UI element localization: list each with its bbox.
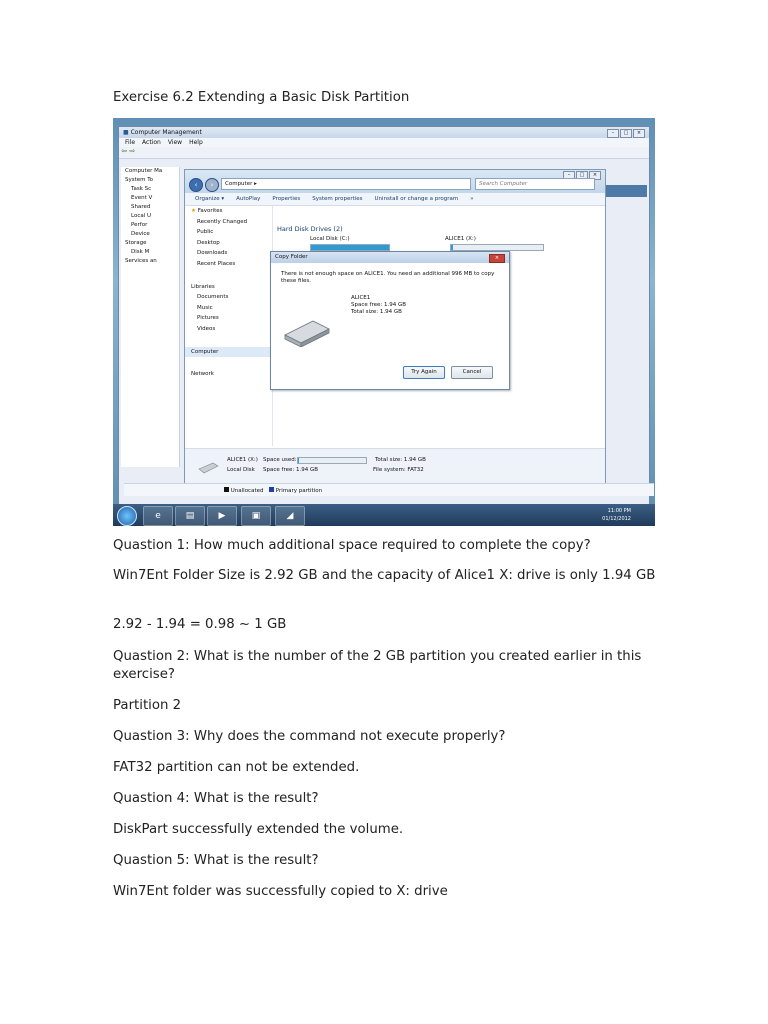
nav-computer[interactable]: Computer	[185, 347, 272, 358]
tree-item[interactable]: Computer Ma	[125, 168, 163, 174]
details-space-used-label: Space used:	[263, 457, 297, 463]
drive-icon	[197, 461, 219, 475]
cm-menu-bar	[119, 138, 649, 147]
hard-drive-icon	[283, 315, 331, 347]
menu-action[interactable]: Action	[142, 139, 161, 146]
nav-buttons	[189, 178, 219, 192]
dialog-title-bar	[271, 252, 509, 263]
tree-item[interactable]: Disk M	[131, 249, 150, 255]
autoplay-button[interactable]: AutoPlay	[236, 196, 261, 202]
dialog-title: Copy Folder	[275, 254, 308, 260]
dialog-body	[271, 263, 509, 389]
menu-file[interactable]: File	[125, 139, 136, 146]
details-type: Local Disk	[227, 467, 255, 473]
minimize-button[interactable]: –	[607, 129, 619, 138]
answer-1-calc: 2.92 - 1.94 = 0.98 ~ 1 GB	[113, 617, 287, 632]
drive-taskbar-button[interactable]: ◢	[275, 506, 305, 526]
system-properties-button[interactable]: System properties	[312, 196, 363, 202]
uninstall-button[interactable]: Uninstall or change a program	[374, 196, 459, 202]
nav-libraries[interactable]: Libraries	[191, 283, 215, 290]
nav-desktop[interactable]: Desktop	[197, 239, 220, 246]
close-button[interactable]: ×	[489, 254, 505, 263]
legend-unallocated: Unallocated	[224, 487, 263, 494]
question-3: Quastion 3: Why does the command not execute properly?	[113, 729, 506, 744]
nav-videos[interactable]: Videos	[197, 325, 216, 332]
tree-item[interactable]: Storage	[125, 240, 147, 246]
organize-button[interactable]: Organize ▾	[195, 196, 225, 202]
drive-c-label: Local Disk (C:)	[310, 236, 350, 242]
details-usage-bar	[297, 457, 367, 464]
details-total-size: Total size: 1.94 GB	[375, 457, 426, 463]
drive-x[interactable]	[445, 236, 476, 242]
maximize-button[interactable]: □	[576, 171, 588, 180]
dialog-space-free: Space free: 1.94 GB	[351, 302, 406, 308]
ie-taskbar-button[interactable]: e	[143, 506, 173, 526]
star-icon: ★	[191, 208, 196, 214]
address-bar[interactable]: Computer ▸	[221, 178, 471, 190]
computer-management-icon: ■	[123, 129, 131, 136]
nav-network[interactable]: Network	[191, 371, 214, 378]
more-commands-button[interactable]: »	[470, 196, 474, 202]
dialog-drive-name: ALICE1	[351, 295, 371, 301]
maximize-button[interactable]: □	[620, 129, 632, 138]
computer-management-window	[118, 126, 650, 506]
embedded-screenshot	[113, 118, 655, 526]
computer-management-taskbar-button[interactable]: ▣	[241, 506, 271, 526]
question-2: Quastion 2: What is the number of the 2 GB partition you created earlier in this exercise?	[113, 649, 642, 682]
tree-item[interactable]: Task Sc	[131, 186, 152, 192]
question-1: Quastion 1: How much additional space required to complete the copy?	[113, 538, 591, 553]
forward-button[interactable]: ›	[205, 178, 219, 192]
drive-c[interactable]	[310, 236, 350, 242]
menu-help[interactable]: Help	[189, 139, 203, 146]
copy-folder-dialog	[270, 251, 510, 390]
cm-window-controls	[607, 129, 645, 138]
nav-pictures[interactable]: Pictures	[197, 315, 219, 322]
details-name: ALICE1 (X:)	[227, 457, 258, 463]
nav-public[interactable]: Public	[197, 229, 214, 236]
nav-documents[interactable]: Documents	[197, 294, 229, 301]
start-button[interactable]	[117, 506, 137, 526]
back-button[interactable]: ‹	[189, 178, 203, 192]
tree-item[interactable]: Perfor	[131, 222, 148, 228]
clock-date: 01/12/2012	[602, 516, 631, 522]
cm-title: Computer Management	[130, 129, 202, 136]
disk-legend-strip	[124, 483, 654, 496]
clock-time: 11:00 PM	[607, 508, 631, 514]
minimize-button[interactable]: –	[563, 171, 575, 180]
drive-c-usage-bar	[310, 244, 390, 251]
cm-tree-pane	[121, 167, 180, 467]
tree-item[interactable]: System To	[125, 177, 154, 183]
command-bar	[185, 193, 605, 206]
nav-recent-places[interactable]: Recent Places	[197, 260, 236, 267]
back-icon[interactable]: ⇦ ⇨	[119, 147, 136, 155]
explorer-address-area	[185, 170, 605, 193]
tree-item[interactable]: Event V	[131, 195, 153, 201]
dialog-drive-info	[351, 295, 406, 316]
answer-5: Win7Ent folder was successfully copied to X: drive	[113, 884, 448, 899]
question-5: Quastion 5: What is the result?	[113, 853, 319, 868]
drive-x-usage-bar	[450, 244, 544, 251]
menu-view[interactable]: View	[167, 139, 183, 146]
document-title: Exercise 6.2 Extending a Basic Disk Partition	[113, 90, 410, 105]
taskbar	[113, 504, 655, 526]
dialog-total-size: Total size: 1.94 GB	[351, 309, 402, 315]
properties-button[interactable]: Properties	[272, 196, 301, 202]
try-again-button[interactable]: Try Again	[403, 366, 445, 379]
close-button[interactable]: ×	[589, 171, 601, 180]
cancel-button[interactable]: Cancel	[451, 366, 493, 379]
explorer-taskbar-button[interactable]: ▤	[175, 506, 205, 526]
tree-item[interactable]: Services an	[125, 258, 157, 264]
navigation-pane	[185, 206, 273, 446]
cm-title-bar	[119, 127, 649, 138]
details-space-free: Space free: 1.94 GB	[263, 467, 318, 473]
search-input[interactable]: Search Computer	[475, 178, 595, 190]
tree-item[interactable]: Shared	[131, 204, 151, 210]
question-4: Quastion 4: What is the result?	[113, 791, 319, 806]
nav-recently-changed[interactable]: Recently Changed	[197, 218, 248, 225]
media-player-taskbar-button[interactable]: ▶	[207, 506, 237, 526]
answer-1-text: Win7Ent Folder Size is 2.92 GB and the capacity of Alice1 X: drive is only 1.94 GB	[113, 568, 656, 583]
cm-toolbar	[119, 147, 649, 159]
details-file-system: File system: FAT32	[373, 467, 424, 473]
tree-item[interactable]: Device	[131, 231, 150, 237]
nav-music[interactable]: Music	[197, 304, 213, 311]
nav-downloads[interactable]: Downloads	[197, 250, 228, 257]
dialog-message: There is not enough space on ALICE1. You need an additional 996 MB to copy these files.	[281, 271, 495, 284]
legend-primary-partition: Primary partition	[269, 487, 322, 494]
hard-disk-drives-header[interactable]: Hard Disk Drives (2)	[277, 225, 343, 233]
nav-favorites[interactable]: ★ Favorites	[191, 208, 223, 214]
close-button[interactable]: ×	[633, 129, 645, 138]
drive-x-label: ALICE1 (X:)	[445, 236, 476, 242]
answer-4: DiskPart successfully extended the volume.	[113, 822, 404, 837]
answer-3: FAT32 partition can not be extended.	[113, 760, 360, 775]
tree-item[interactable]: Local U	[131, 213, 152, 219]
system-tray-clock[interactable]	[602, 507, 631, 523]
answer-2: Partition 2	[113, 698, 182, 713]
